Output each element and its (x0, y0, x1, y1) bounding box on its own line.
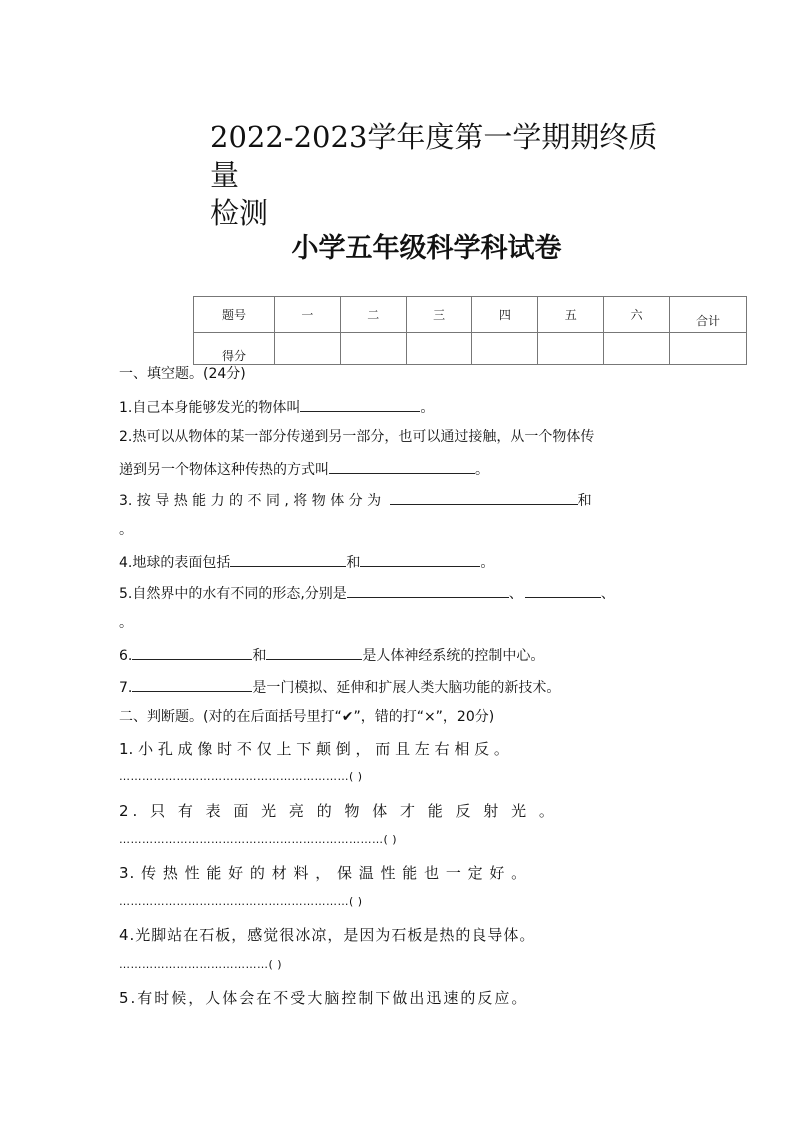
q1-3-text: 3. 按 导 热 能 力 的 不 同 , 将 物 体 分 为 (119, 493, 382, 509)
judge-question-5: 5.有时候，人体会在不受大脑控制下做出迅速的反应。 (119, 989, 529, 1007)
q1-5-sep2: 、 (600, 586, 615, 602)
answer-blank[interactable] (300, 396, 420, 412)
q1-5-sep1: 、 (508, 586, 523, 602)
judge-answer-3[interactable]: ……………………………………………………( ) (119, 895, 363, 908)
section1-heading: 一、填空题。(24分) (119, 366, 246, 382)
q1-6-text: 是人体神经系统的控制中心。 (362, 648, 545, 664)
q1-6-num: 6. (119, 648, 133, 664)
answer-blank[interactable] (347, 582, 509, 598)
q1-2-text: 递到另一个物体这种传热的方式叫 (119, 462, 329, 478)
q1-3-and: 和 (577, 493, 592, 509)
exam-title-line2: 检测 (210, 196, 269, 230)
exam-title (210, 118, 680, 232)
judge-answer-1[interactable]: ……………………………………………………( ) (119, 770, 363, 783)
q1-4-end: 。 (480, 555, 495, 571)
q1-6-and: 和 (252, 648, 267, 664)
cell-score-label: 得分 (194, 333, 275, 365)
q1-4-and: 和 (346, 555, 361, 571)
cell-header-4: 四 (472, 297, 538, 333)
exam-title-line1: 2022-2023学年度第一学期期终质量 (210, 120, 658, 192)
cell-header-1: 一 (275, 297, 341, 333)
cell-score-4[interactable] (472, 333, 538, 365)
q1-1-end: 。 (420, 400, 435, 416)
cell-header-2: 二 (340, 297, 406, 333)
cell-score-3[interactable] (406, 333, 472, 365)
answer-blank[interactable] (360, 551, 480, 567)
question-1-2-line1: 2.热可以从物体的某一部分传递到另一部分，也可以通过接触，从一个物体传 (119, 429, 595, 445)
cell-score-2[interactable] (340, 333, 406, 365)
question-1-3 (119, 489, 679, 511)
cell-score-5[interactable] (538, 333, 604, 365)
q1-2-end: 。 (475, 462, 489, 478)
judge-answer-4[interactable]: …………………………………( ) (119, 958, 283, 971)
q1-5-text: 5.自然界中的水有不同的形态,分别是 (119, 586, 347, 602)
score-table (193, 296, 747, 365)
q1-4-text: 4.地球的表面包括 (119, 555, 231, 571)
section2-heading: 二、判断题。(对的在后面括号里打“✔”，错的打“×”，20分) (119, 709, 495, 725)
question-1-2-line2 (119, 458, 679, 480)
score-table-score-row (194, 333, 747, 365)
answer-blank[interactable] (329, 458, 475, 474)
question-1-3-end: 。 (119, 522, 133, 538)
judge-question-2: 2. 只 有 表 面 光 亮 的 物 体 才 能 反 射 光 。 (119, 802, 558, 820)
cell-question-number-label: 题号 (194, 297, 275, 333)
cell-header-total: 合计 (670, 297, 747, 333)
q1-7-num: 7. (119, 680, 133, 696)
answer-blank[interactable] (132, 644, 252, 660)
judge-answer-2[interactable]: ……………………………………………………………( ) (119, 833, 398, 846)
answer-blank[interactable] (230, 551, 346, 567)
question-1-6 (119, 644, 679, 666)
question-1-4 (119, 551, 679, 573)
q1-7-text: 是一门模拟、延伸和扩展人类大脑功能的新技术。 (252, 680, 561, 696)
answer-blank[interactable] (132, 676, 252, 692)
question-1-1 (119, 396, 679, 418)
answer-blank[interactable] (525, 582, 601, 598)
question-1-7 (119, 676, 679, 698)
judge-question-3: 3. 传 热 性 能 好 的 材 料 ， 保 温 性 能 也 一 定 好 。 (119, 864, 528, 882)
cell-header-5: 五 (538, 297, 604, 333)
judge-question-4: 4.光脚站在石板，感觉很冰凉，是因为石板是热的良导体。 (119, 926, 536, 944)
cell-header-3: 三 (406, 297, 472, 333)
answer-blank[interactable] (390, 489, 578, 505)
judge-question-1: 1. 小 孔 成 像 时 不 仅 上 下 颠 倒 ， 而 且 左 右 相 反 。 (119, 740, 509, 758)
cell-score-total[interactable] (670, 333, 747, 365)
question-1-5 (119, 582, 679, 604)
q1-1-text: 1.自己本身能够发光的物体叫 (119, 400, 301, 416)
answer-blank[interactable] (266, 644, 362, 660)
question-1-5-end: 。 (119, 615, 133, 631)
exam-subtitle: 小学五年级科学科试卷 (291, 233, 562, 264)
cell-score-6[interactable] (604, 333, 670, 365)
cell-header-6: 六 (604, 297, 670, 333)
score-table-header-row (194, 297, 747, 333)
cell-score-1[interactable] (275, 333, 341, 365)
